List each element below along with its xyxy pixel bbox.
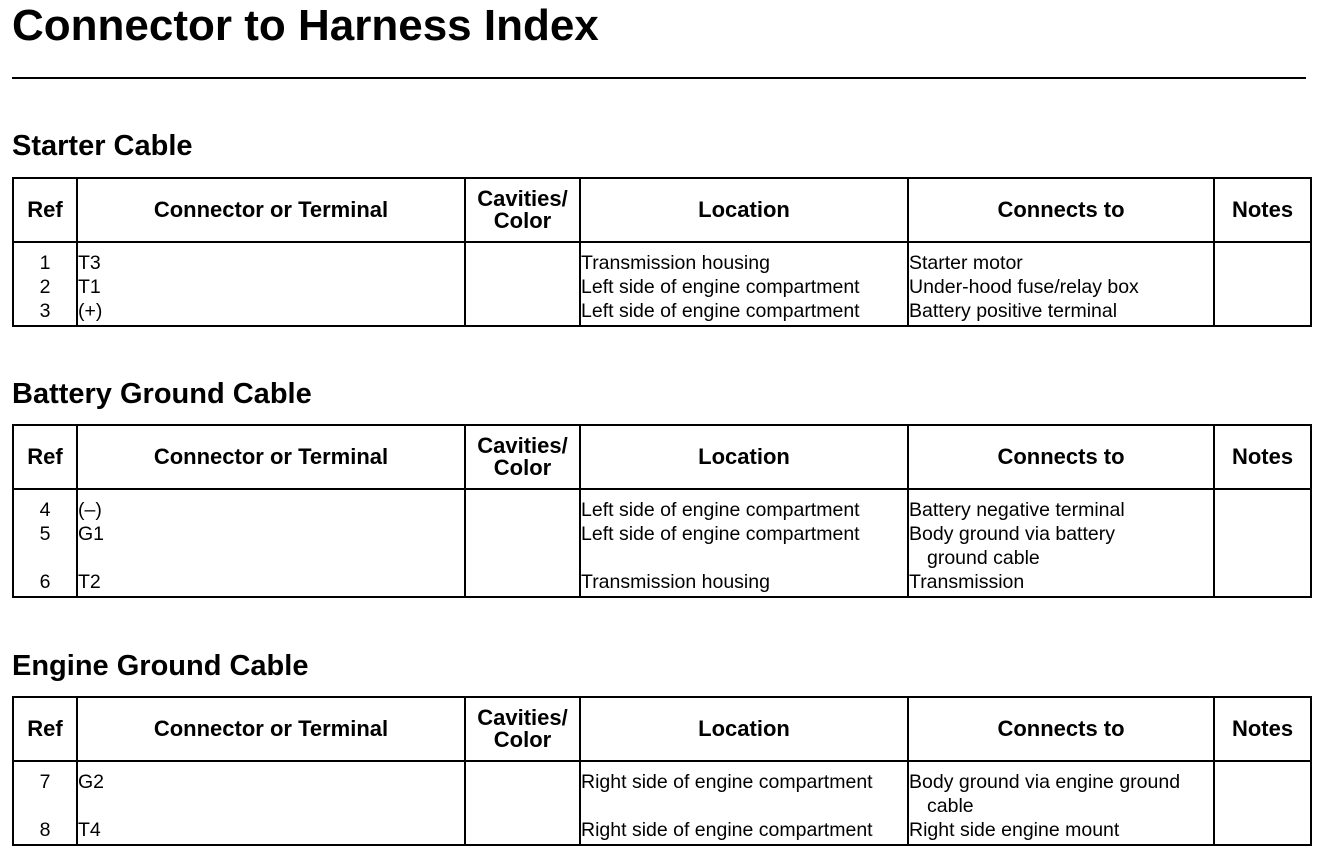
- cell-connects-to: Starter motor: [908, 242, 1214, 275]
- cell-location: Left side of engine compartment: [580, 275, 908, 299]
- header-cavities-line1: Cavities/: [477, 705, 568, 730]
- page-title: Connector to Harness Index: [12, 1, 599, 50]
- cell-location: Left side of engine compartment: [580, 522, 908, 570]
- cell-ref: 3: [13, 299, 77, 326]
- table-row: [13, 570, 1311, 597]
- cell-notes: [1214, 570, 1311, 597]
- section-title: Starter Cable: [12, 130, 193, 162]
- cell-cavities: [465, 299, 580, 326]
- header-cavities-line1: Cavities/: [477, 433, 568, 458]
- cell-location: Right side of engine compartment: [580, 761, 908, 818]
- cell-location: Left side of engine compartment: [580, 299, 908, 326]
- header-connector: Connector or Terminal: [77, 178, 465, 242]
- connects-to-line1: Body ground via battery: [909, 523, 1115, 545]
- header-location: Location: [580, 697, 908, 761]
- section-title: Battery Ground Cable: [12, 378, 312, 410]
- table-header-row: [13, 425, 1311, 489]
- header-cavities-line2: Color: [493, 208, 552, 233]
- header-location: Location: [580, 178, 908, 242]
- cell-connector: (–): [77, 489, 465, 522]
- harness-table: [12, 696, 1312, 846]
- header-connects-to: Connects to: [908, 697, 1214, 761]
- cell-connects-to: Right side engine mount: [908, 818, 1214, 845]
- header-connects-to: Connects to: [908, 178, 1214, 242]
- cell-connector: T1: [77, 275, 465, 299]
- cell-cavities: [465, 570, 580, 597]
- connects-to-line1: Body ground via engine ground: [909, 771, 1181, 793]
- table-row: [13, 489, 1311, 522]
- header-connector: Connector or Terminal: [77, 425, 465, 489]
- cell-connector: (+): [77, 299, 465, 326]
- cell-location: Transmission housing: [580, 570, 908, 597]
- cell-notes: [1214, 522, 1311, 570]
- table-row: [13, 275, 1311, 299]
- cell-connects-to: Transmission: [908, 570, 1214, 597]
- header-connects-to: Connects to: [908, 425, 1214, 489]
- table-row: [13, 761, 1311, 818]
- cell-notes: [1214, 818, 1311, 845]
- cell-location: Right side of engine compartment: [580, 818, 908, 845]
- header-location: Location: [580, 425, 908, 489]
- table-row: [13, 522, 1311, 570]
- cell-ref: 6: [13, 570, 77, 597]
- section-starter-cable: [12, 128, 1310, 322]
- cell-connects-to: Battery negative terminal: [908, 489, 1214, 522]
- cell-ref: 2: [13, 275, 77, 299]
- cell-connects-to: [908, 522, 1214, 570]
- section-engine-ground-cable: [12, 648, 1310, 841]
- cell-location: Left side of engine compartment: [580, 489, 908, 522]
- cell-cavities: [465, 242, 580, 275]
- harness-table: [12, 177, 1312, 327]
- table-row: [13, 299, 1311, 326]
- table-row: [13, 242, 1311, 275]
- header-ref: Ref: [13, 697, 77, 761]
- header-cavities: [465, 425, 580, 489]
- cell-cavities: [465, 489, 580, 522]
- header-notes: Notes: [1214, 697, 1311, 761]
- header-notes: Notes: [1214, 178, 1311, 242]
- cell-cavities: [465, 818, 580, 845]
- cell-ref: 4: [13, 489, 77, 522]
- cell-connector: T3: [77, 242, 465, 275]
- cell-cavities: [465, 522, 580, 570]
- cell-connector: T4: [77, 818, 465, 845]
- header-cavities-line1: Cavities/: [477, 186, 568, 211]
- header-notes: Notes: [1214, 425, 1311, 489]
- table-row: [13, 818, 1311, 845]
- cell-notes: [1214, 299, 1311, 326]
- cell-notes: [1214, 761, 1311, 818]
- cell-ref: 5: [13, 522, 77, 570]
- cell-ref: 8: [13, 818, 77, 845]
- cell-notes: [1214, 489, 1311, 522]
- cell-notes: [1214, 275, 1311, 299]
- cell-connector: G2: [77, 761, 465, 818]
- section-title: Engine Ground Cable: [12, 650, 309, 682]
- cell-location: Transmission housing: [580, 242, 908, 275]
- title-divider: [12, 77, 1306, 79]
- header-cavities: [465, 697, 580, 761]
- cell-ref: 1: [13, 242, 77, 275]
- header-cavities-line2: Color: [493, 455, 552, 480]
- cell-ref: 7: [13, 761, 77, 818]
- table-header-row: [13, 697, 1311, 761]
- cell-notes: [1214, 242, 1311, 275]
- cell-connector: G1: [77, 522, 465, 570]
- cell-cavities: [465, 761, 580, 818]
- header-connector: Connector or Terminal: [77, 697, 465, 761]
- header-ref: Ref: [13, 178, 77, 242]
- connects-to-line2: cable: [927, 795, 974, 817]
- connects-to-line2: ground cable: [927, 547, 1040, 569]
- header-ref: Ref: [13, 425, 77, 489]
- cell-connects-to: Battery positive terminal: [908, 299, 1214, 326]
- harness-table: [12, 424, 1312, 598]
- cell-cavities: [465, 275, 580, 299]
- header-cavities: [465, 178, 580, 242]
- header-cavities-line2: Color: [493, 727, 552, 752]
- cell-connector: T2: [77, 570, 465, 597]
- cell-connects-to: Under-hood fuse/relay box: [908, 275, 1214, 299]
- cell-connects-to: [908, 761, 1214, 818]
- table-header-row: [13, 178, 1311, 242]
- section-battery-ground-cable: [12, 376, 1310, 593]
